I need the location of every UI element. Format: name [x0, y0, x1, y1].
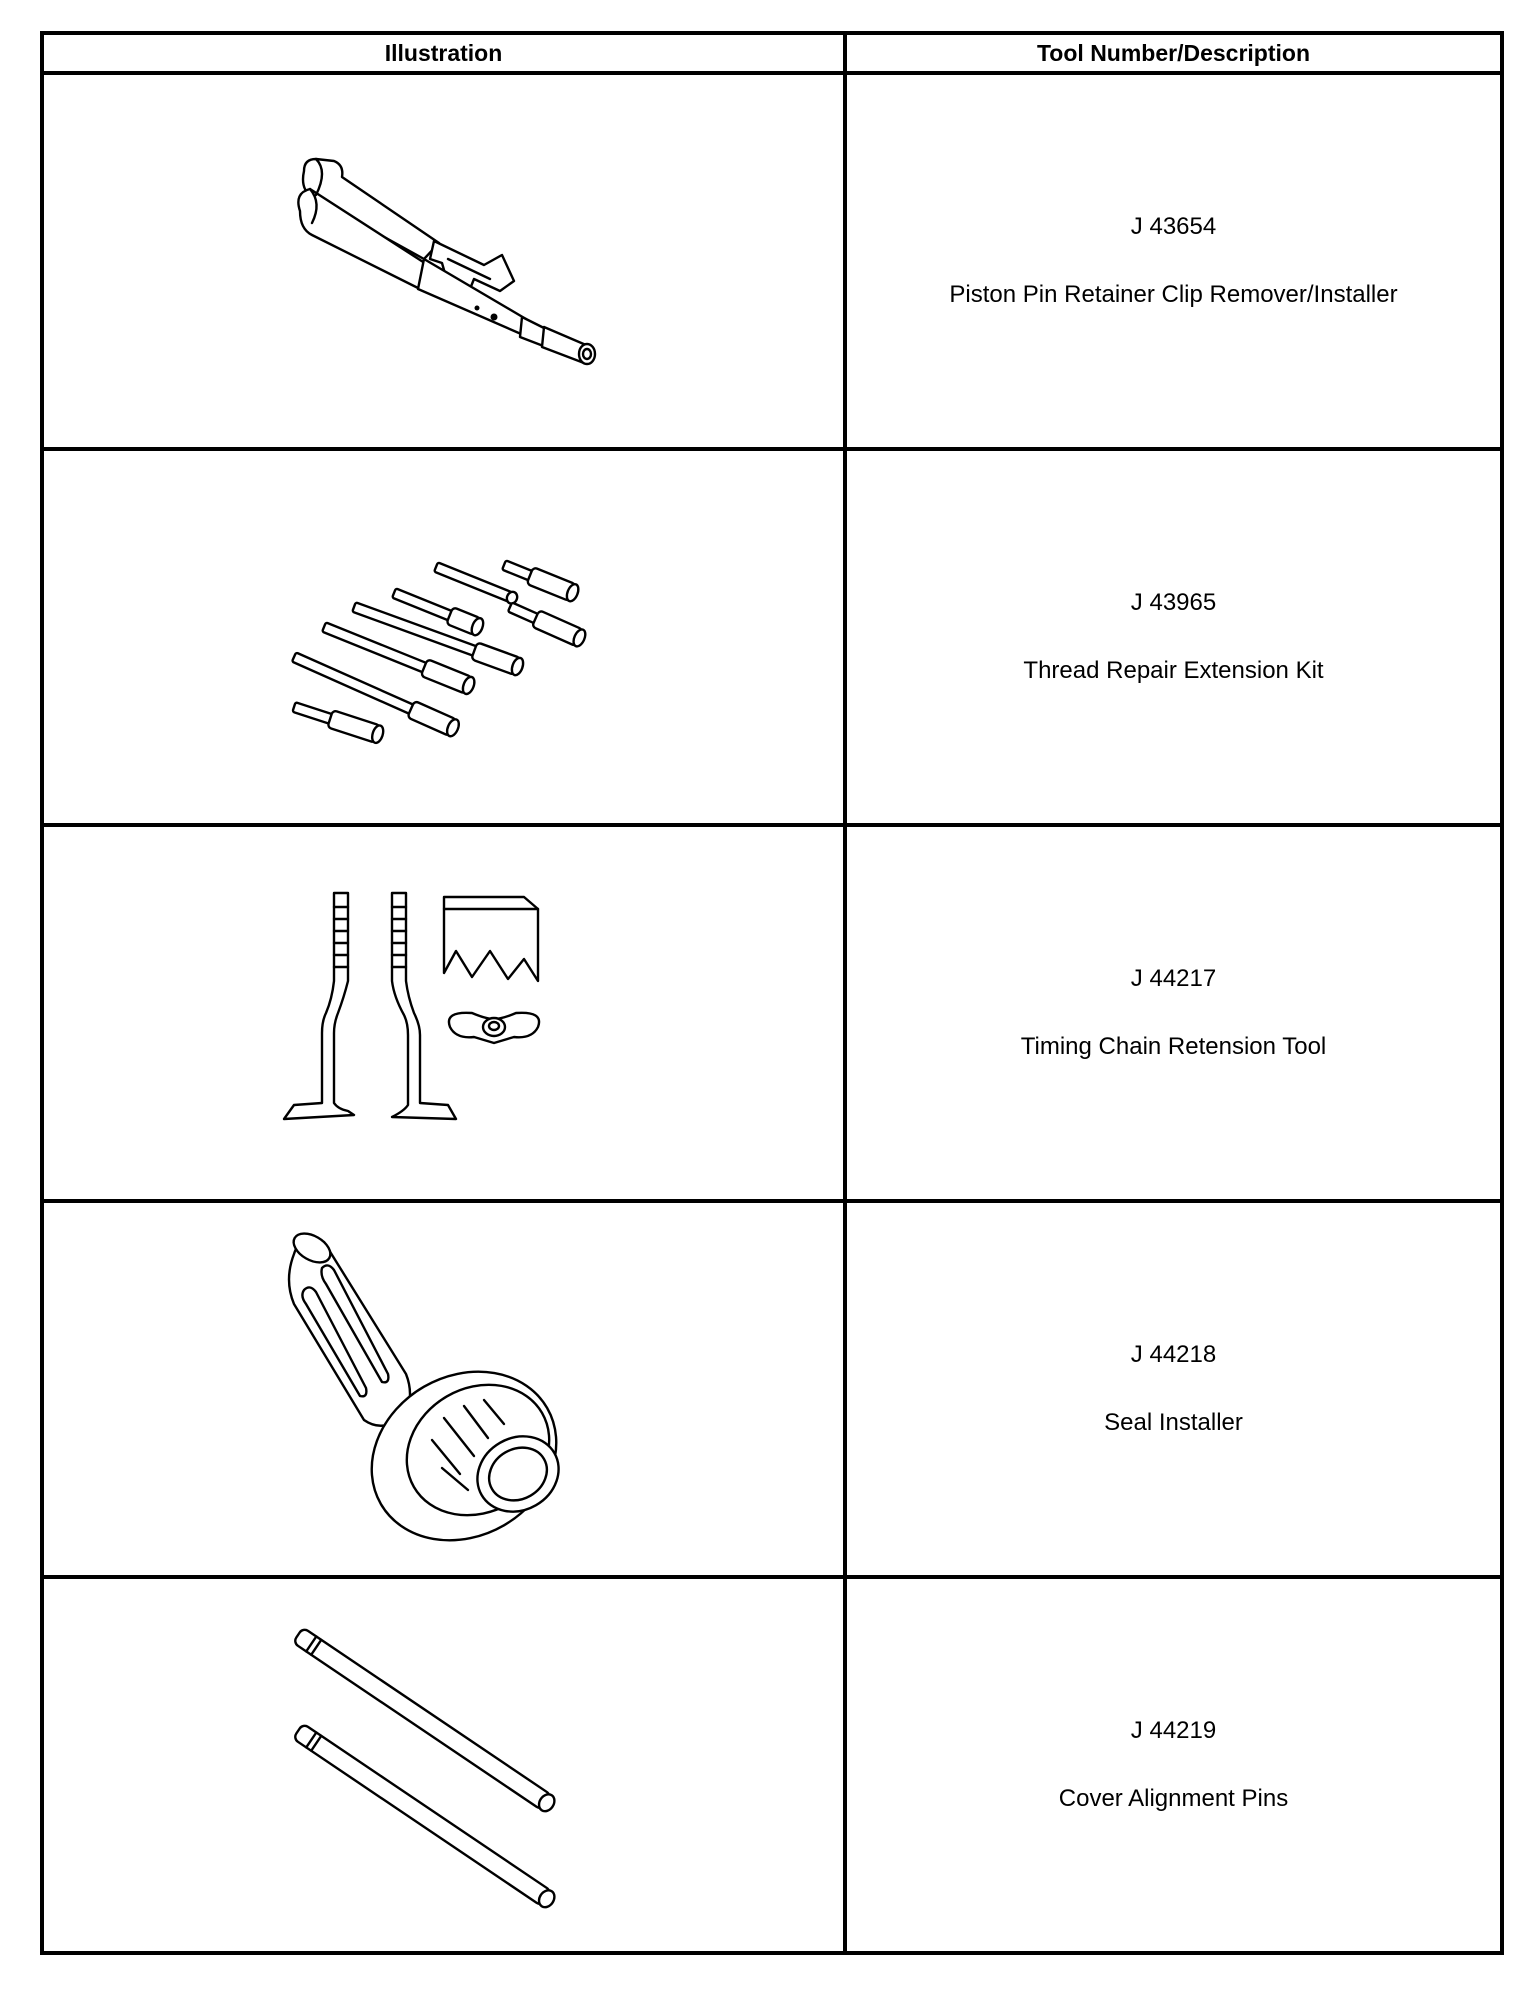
description-cell	[845, 449, 1502, 825]
extension-kit-icon	[264, 507, 624, 767]
tool-description: Piston Pin Retainer Clip Remover/Installer	[949, 281, 1398, 308]
alignment-pins-icon	[264, 1605, 624, 1925]
illustration-cell	[42, 1577, 845, 1953]
tool-number: J 44219	[1130, 1717, 1217, 1744]
header-row	[42, 33, 1502, 73]
table-row	[42, 1577, 1502, 1953]
tool-description: Cover Alignment Pins	[1058, 1785, 1289, 1812]
tool-number: J 43654	[1130, 213, 1217, 240]
header-tool-description: Tool Number/Description	[845, 33, 1502, 73]
table-row	[42, 73, 1502, 449]
seal-installer-icon	[264, 1224, 624, 1554]
tool-number: J 44217	[1130, 965, 1217, 992]
illustration-cell	[42, 1201, 845, 1577]
description-cell	[845, 1577, 1502, 1953]
illustration-cell	[42, 449, 845, 825]
tool-description: Thread Repair Extension Kit	[1023, 657, 1324, 684]
illustration-cell	[42, 73, 845, 449]
tool-table	[40, 31, 1504, 1955]
tool-description: Timing Chain Retension Tool	[1020, 1033, 1327, 1060]
timing-chain-tool-icon	[264, 873, 624, 1153]
description-cell	[845, 73, 1502, 449]
table-row	[42, 1201, 1502, 1577]
tool-description: Seal Installer	[1104, 1409, 1243, 1436]
table-row	[42, 449, 1502, 825]
piston-pin-clip-tool-icon	[264, 131, 624, 391]
illustration-cell	[42, 825, 845, 1201]
table-row	[42, 825, 1502, 1201]
description-cell	[845, 1201, 1502, 1577]
tool-number: J 43965	[1130, 589, 1217, 616]
header-illustration: Illustration	[42, 33, 845, 73]
tool-number: J 44218	[1130, 1341, 1217, 1368]
description-cell	[845, 825, 1502, 1201]
